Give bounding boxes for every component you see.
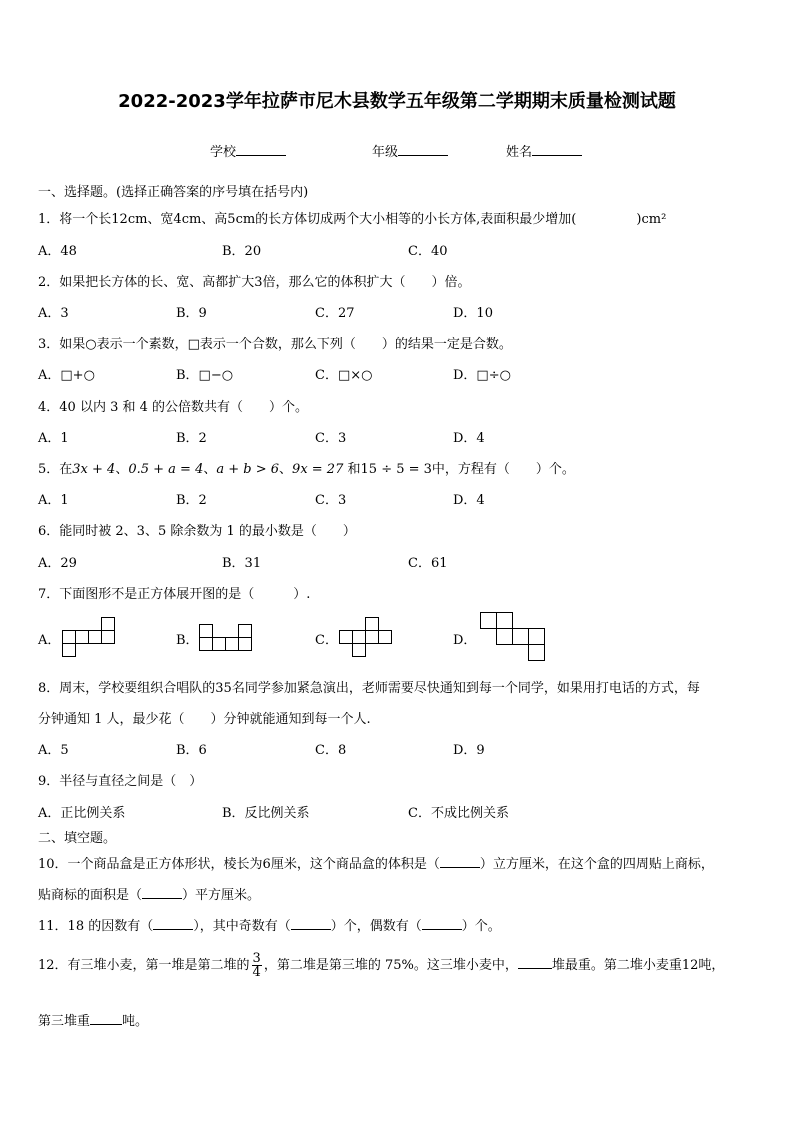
q6-option-a[interactable]: A．29	[38, 556, 77, 571]
answer-blank[interactable]	[518, 956, 552, 969]
grade-blank[interactable]	[398, 143, 448, 156]
grade-label: 年级	[372, 145, 399, 160]
q5-option-d[interactable]: D．4	[453, 493, 485, 508]
question-8-line-2: 分钟通知 1 人，最少花（ ）分钟就能通知到每一个人.	[38, 712, 371, 727]
q4-option-a[interactable]: A．1	[38, 431, 69, 446]
question-3: 3．如果○表示一个素数，□表示一个合数，那么下列（ ）的结果一定是合数。	[38, 337, 512, 352]
question-8-line-1: 8．周末，学校要组织合唱队的35名同学参加紧急演出，老师需要尽快通知到每一个同学，如果用打电话的方式，每	[38, 681, 700, 696]
question-10-line-2: 贴商标的面积是（ ）平方厘米。	[38, 888, 261, 903]
section-2-heading: 二、填空题。	[38, 831, 117, 846]
answer-blank[interactable]	[153, 917, 193, 930]
expression: a + b > 6	[216, 462, 280, 477]
name-label: 姓名	[506, 145, 533, 160]
q3-option-b[interactable]: B．□−○	[176, 368, 234, 383]
answer-blank[interactable]	[291, 917, 331, 930]
question-2: 2．如果把长方体的长、宽、高都扩大3倍，那么它的体积扩大（ ）倍。	[38, 275, 471, 290]
section-1-heading: 一、选择题。(选择正确答案的序号填在括号内)	[38, 185, 309, 200]
q7-net-c-figure	[339, 617, 394, 657]
q7-net-d-figure	[480, 612, 548, 664]
answer-blank[interactable]	[142, 886, 182, 899]
question-7: 7．下面图形不是正方体展开图的是（ ）.	[38, 587, 311, 602]
school-label: 学校	[210, 145, 237, 160]
question-6: 6．能同时被 2、3、5 除余数为 1 的最小数是（ ）	[38, 524, 356, 539]
question-11: 11．18 的因数有（ ），其中奇数有（ ）个，偶数有（ ）个。	[38, 919, 501, 934]
question-12-line-1: 12．有三堆小麦，第一堆是第二堆的 $\frac{3}{4}$ ，第二堆是第三堆的 75%。这三堆小麦中， 堆最重。第二堆小麦重12吨，	[38, 951, 725, 980]
q7-net-b-figure	[199, 624, 254, 654]
expression: 9x = 27	[292, 462, 344, 477]
q9-option-b[interactable]: B．反比例关系	[222, 806, 310, 821]
name-blank[interactable]	[532, 143, 582, 156]
question-9: 9．半径与直径之间是（ ）	[38, 774, 203, 789]
answer-blank[interactable]	[422, 917, 462, 930]
question-1: 1．将一个长12cm、宽4cm、高5cm的长方体切成两个大小相等的小长方体,表面积最少增加( )cm²	[38, 212, 667, 227]
grade-field	[372, 141, 448, 160]
q9-option-a[interactable]: A．正比例关系	[38, 806, 126, 821]
school-blank[interactable]	[236, 143, 286, 156]
expression: 0.5 + a = 4	[128, 462, 204, 477]
q7-option-b[interactable]: B．	[176, 633, 199, 648]
q3-option-d[interactable]: D．□÷○	[453, 368, 511, 383]
q5-option-b[interactable]: B．2	[176, 493, 207, 508]
question-5: 5．在3x + 4、0.5 + a = 4、a + b > 6、9x = 27 和15 ÷ 5 = 3中，方程有（ ）个。	[38, 462, 575, 477]
q7-option-d[interactable]: D．	[453, 633, 477, 648]
q1-option-c[interactable]: C．40	[408, 244, 448, 259]
q8-option-b[interactable]: B．6	[176, 743, 207, 758]
question-4: 4．40 以内 3 和 4 的公倍数共有（ ）个。	[38, 400, 309, 415]
name-field	[506, 141, 582, 160]
q5-option-c[interactable]: C．3	[315, 493, 347, 508]
q8-option-d[interactable]: D．9	[453, 743, 485, 758]
q7-net-a-figure	[62, 617, 117, 657]
q3-option-a[interactable]: A．□+○	[38, 368, 95, 383]
q6-option-b[interactable]: B．31	[222, 556, 262, 571]
q4-option-b[interactable]: B．2	[176, 431, 207, 446]
q8-option-c[interactable]: C．8	[315, 743, 347, 758]
school-field	[210, 141, 286, 160]
q7-option-c[interactable]: C．	[315, 633, 338, 648]
page-title: 2022-2023学年拉萨市尼木县数学五年级第二学期期末质量检测试题	[118, 91, 676, 112]
q5-option-a[interactable]: A．1	[38, 493, 69, 508]
q4-option-d[interactable]: D．4	[453, 431, 485, 446]
q9-option-c[interactable]: C．不成比例关系	[408, 806, 509, 821]
question-12-line-2: 第三堆重 吨。	[38, 1014, 149, 1029]
q2-option-b[interactable]: B．9	[176, 306, 207, 321]
q7-option-a[interactable]: A．	[38, 633, 61, 648]
q3-option-c[interactable]: C．□×○	[315, 368, 373, 383]
answer-blank[interactable]	[90, 1012, 122, 1025]
q2-option-c[interactable]: C．27	[315, 306, 355, 321]
q8-option-a[interactable]: A．5	[38, 743, 69, 758]
q6-option-c[interactable]: C．61	[408, 556, 448, 571]
q1-option-b[interactable]: B．20	[222, 244, 262, 259]
q2-option-a[interactable]: A．3	[38, 306, 69, 321]
q4-option-c[interactable]: C．3	[315, 431, 347, 446]
q1-option-a[interactable]: A．48	[38, 244, 77, 259]
question-10-line-1: 10．一个商品盒是正方体形状，棱长为6厘米，这个商品盒的体积是（ ）立方厘米，在这个盒的四周贴上商标，	[38, 857, 714, 872]
q2-option-d[interactable]: D．10	[453, 306, 493, 321]
expression: 3x + 4	[72, 462, 116, 477]
answer-blank[interactable]	[440, 855, 480, 868]
fraction: $\frac{3}{4}$	[252, 951, 261, 980]
expression: 15 ÷ 5 = 3	[360, 462, 432, 477]
